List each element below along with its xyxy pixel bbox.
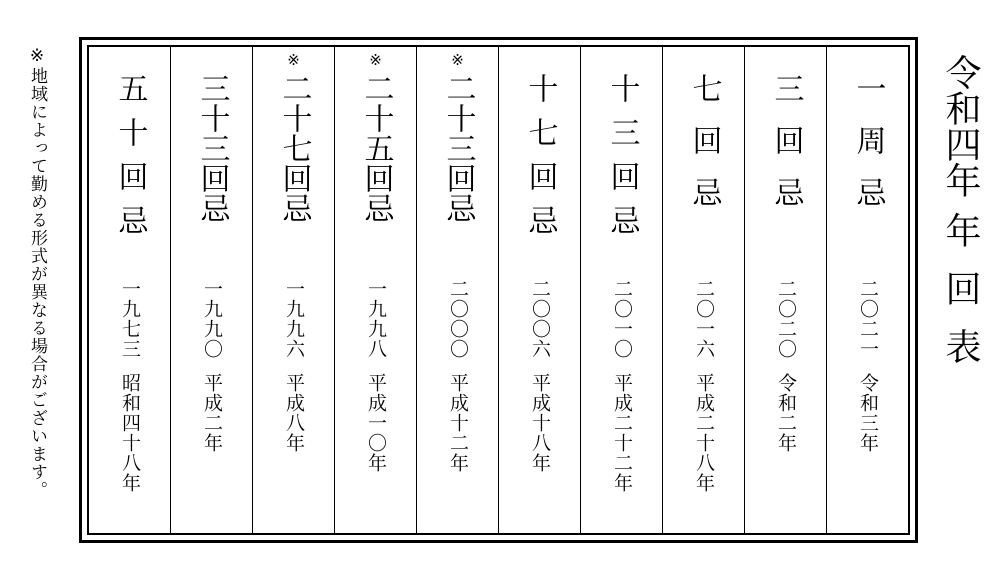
memorial-name	[440, 51, 476, 223]
year-era: 平成十八年	[529, 373, 551, 473]
memorial-column-13th	[580, 47, 662, 533]
year-era: 平成二十二年	[611, 373, 633, 493]
year-western: 一九九六	[283, 279, 305, 359]
year-western: 二〇〇六	[529, 279, 551, 359]
year-era: 昭和四十八年	[119, 373, 141, 493]
memorial-name-text: 五十回忌	[112, 73, 148, 249]
year-era: 平成一〇年	[365, 373, 387, 473]
year-western: 一九九〇	[201, 279, 223, 359]
memorial-column-23rd	[416, 47, 498, 533]
memorial-mark: ※	[451, 51, 464, 69]
memorial-mark: ※	[287, 51, 300, 69]
year-western: 二〇一〇	[611, 279, 633, 359]
memorial-name	[358, 51, 394, 223]
memorial-year	[202, 279, 221, 453]
memorial-year	[776, 279, 795, 453]
memorial-name-text: 三十三回忌	[194, 73, 230, 223]
year-era: 令和二年	[775, 373, 797, 453]
year-western: 二〇二〇	[775, 279, 797, 359]
year-western: 一九九八	[365, 279, 387, 359]
memorial-name	[112, 73, 148, 249]
memorial-name-text: 一周忌	[850, 73, 886, 229]
year-western: 二〇一六	[693, 279, 715, 359]
year-western: 一九七三	[119, 279, 141, 359]
footnote: ※地域によって勤める形式が異なる場合がございます。	[27, 46, 47, 499]
memorial-name	[276, 51, 312, 223]
memorial-year	[612, 279, 631, 493]
memorial-column-3rd	[744, 47, 826, 533]
memorial-column-27th	[252, 47, 334, 533]
memorial-name-text: 二十七回忌	[276, 73, 312, 223]
memorial-column-7th	[662, 47, 744, 533]
memorial-name	[768, 73, 804, 229]
year-western: 二〇二一	[857, 279, 879, 359]
memorial-name-text: 十七回忌	[522, 73, 558, 249]
year-era: 平成二年	[201, 373, 223, 453]
memorial-column-50th	[89, 47, 170, 533]
memorial-column-33rd	[170, 47, 252, 533]
memorial-year	[448, 279, 467, 473]
memorial-year	[694, 279, 713, 493]
memorial-column-17th	[498, 47, 580, 533]
memorial-name	[686, 73, 722, 229]
memorial-column-25th	[334, 47, 416, 533]
memorial-column-1st	[826, 47, 908, 533]
memorial-name-text: 二十三回忌	[440, 73, 476, 223]
memorial-name	[522, 73, 558, 249]
title-char-kai: 回	[940, 270, 981, 306]
year-era: 令和三年	[857, 373, 879, 453]
memorial-name-text: 二十五回忌	[358, 73, 394, 223]
year-era: 平成十二年	[447, 373, 469, 473]
memorial-year	[858, 279, 877, 453]
page-title	[940, 54, 981, 364]
memorial-year	[284, 279, 303, 453]
memorial-name	[604, 73, 640, 249]
memorial-name	[194, 73, 230, 223]
title-char-hyo: 表	[940, 328, 981, 364]
memorial-name	[850, 73, 886, 229]
year-era: 平成二十八年	[693, 373, 715, 493]
memorial-name-text: 七回忌	[686, 73, 722, 229]
year-western: 二〇〇〇	[447, 279, 469, 359]
title-year: 令和四年	[940, 54, 981, 198]
memorial-year	[366, 279, 385, 473]
memorial-name-text: 三回忌	[768, 73, 804, 229]
memorial-table-frame	[79, 37, 918, 543]
memorial-mark: ※	[369, 51, 382, 69]
memorial-table	[87, 45, 910, 535]
title-char-nen: 年	[940, 212, 981, 248]
memorial-name-text: 十三回忌	[604, 73, 640, 249]
year-era: 平成八年	[283, 373, 305, 453]
memorial-year	[530, 279, 549, 473]
memorial-year	[120, 279, 139, 493]
